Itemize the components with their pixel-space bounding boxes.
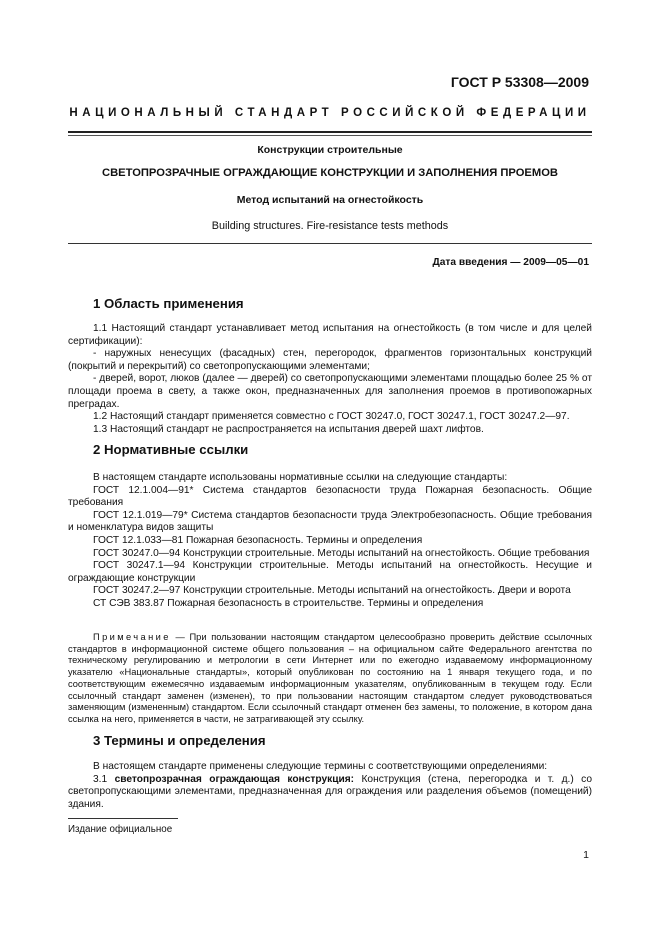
references-intro: В настоящем стандарте использованы нормативные ссылки на следующие стандарты: xyxy=(93,472,508,483)
note-label: Примечание xyxy=(93,632,171,642)
paragraph-1-1: 1.1 Настоящий стандарт устанавливает метод испытания на огнестойкость (в том числе и для целей сертификации): xyxy=(68,323,592,347)
paragraph-1-3: 1.3 Настоящий стандарт не распространяется на испытания дверей шахт лифтов. xyxy=(93,423,484,435)
term-name: светопрозрачная ограждающая конструкция: xyxy=(114,773,355,785)
reference-item: СТ СЭВ 383.87 Пожарная безопасность в строительстве. Термины и определения xyxy=(93,597,484,609)
reference-item: ГОСТ 12.1.033—81 Пожарная безопасность. Термины и определения xyxy=(93,534,423,546)
terms-intro: В настоящем стандарте применены следующие термины с соответствующими определениями: xyxy=(93,761,548,772)
title-rule xyxy=(68,243,592,244)
term-definition: Конструкция (стена, перегородка и т. д.) со светопропускающими элементами, предназначенная для ограждения или разделения объемов (помещений) здания. xyxy=(68,773,593,810)
references-note xyxy=(68,632,592,726)
main-title: СВЕТОПРОЗРАЧНЫЕ ОГРАЖДАЮЩИЕ КОНСТРУКЦИИ И ЗАПОЛНЕНИЯ ПРОЕМОВ xyxy=(102,167,558,179)
footer-rule xyxy=(68,818,178,819)
paragraph-1-1-item-walls: - наружных ненесущих (фасадных) стен, перегородок, фрагментов горизонтальных конструкций (покрытий и перекрытий) со светопропускающими элементами; xyxy=(68,348,592,372)
reference-item: ГОСТ 30247.2—97 Конструкции строительные. Методы испытаний на огнестойкость. Двери и ворота xyxy=(93,585,571,597)
note-text: — При пользовании настоящим стандартом целесообразно проверить действие ссылочных стандартов в информационной системе общего пользования – на официальном сайте Федерального агентства по техническому регулированию и метрологии в сети Интернет или по ежегодно издаваемому информационному указателю «Национальные стандарты», который опубликован по состоянию на 1 января текущего года, и по соответствующим ежемесячно издаваемым информационным указателям, опубликованным в текущем году. Если ссылочный стандарт заменен (изменен), то при пользовании настоящим стандартом следует руководствоваться заменяющим (измененным) стандартом. Если ссылочный стандарт отменен без замены, то положение, в котором дана ссылка на него, применяется в части, не затрагивающей эту ссылку. xyxy=(68,632,592,724)
paragraph-1-2: 1.2 Настоящий стандарт применяется совместно с ГОСТ 30247.0, ГОСТ 30247.1, ГОСТ 30247.2—97. xyxy=(93,411,570,423)
edition-label: Издание официальное xyxy=(68,824,173,835)
header-rule-thin xyxy=(68,135,592,136)
method-title: Метод испытаний на огнестойкость xyxy=(236,194,424,206)
reference-item: ГОСТ 30247.1—94 Конструкции строительные. Методы испытаний на огнестойкость. Несущие и ограждающие конструкции xyxy=(68,560,592,584)
section-1-heading: 1 Область применения xyxy=(93,296,244,311)
document-number: ГОСТ Р 53308—2009 xyxy=(450,74,589,90)
section-2-body xyxy=(68,472,592,611)
page-number: 1 xyxy=(583,849,589,861)
term-3-1 xyxy=(68,774,592,812)
term-number: 3.1 xyxy=(93,773,115,785)
national-standard-banner: НАЦИОНАЛЬНЫЙ СТАНДАРТ РОССИЙСКОЙ ФЕДЕРАЦИИ xyxy=(69,107,591,119)
reference-item: ГОСТ 12.1.019—79* Система стандартов безопасности труда Электробезопасность. Общие требования и номенклатура видов защиты xyxy=(68,509,592,534)
paragraph-1-1-item-doors: - дверей, ворот, люков (далее — дверей) со светопропускающими элементами площадью более 25 % от площади проема в свету, а также окон, предназначенных для заполнения проемов в противопожарных преградах. xyxy=(68,373,592,410)
reference-item: ГОСТ 12.1.004—91* Система стандартов безопасности труда Пожарная безопасность. Общие требования xyxy=(68,484,592,509)
section-3-body xyxy=(68,761,592,811)
section-1-body xyxy=(68,323,592,436)
section-3-heading: 3 Термины и определения xyxy=(93,733,266,748)
subject-title: Конструкции строительные xyxy=(257,144,403,156)
header-rule-thick xyxy=(68,131,592,133)
section-2-heading: 2 Нормативные ссылки xyxy=(93,442,249,457)
english-title: Building structures. Fire-resistance tests methods xyxy=(211,220,449,232)
note-paragraph xyxy=(68,632,592,726)
introduction-date: Дата введения — 2009—05—01 xyxy=(432,257,589,268)
reference-item: ГОСТ 30247.0—94 Конструкции строительные. Методы испытаний на огнестойкость. Общие требования xyxy=(93,547,590,559)
